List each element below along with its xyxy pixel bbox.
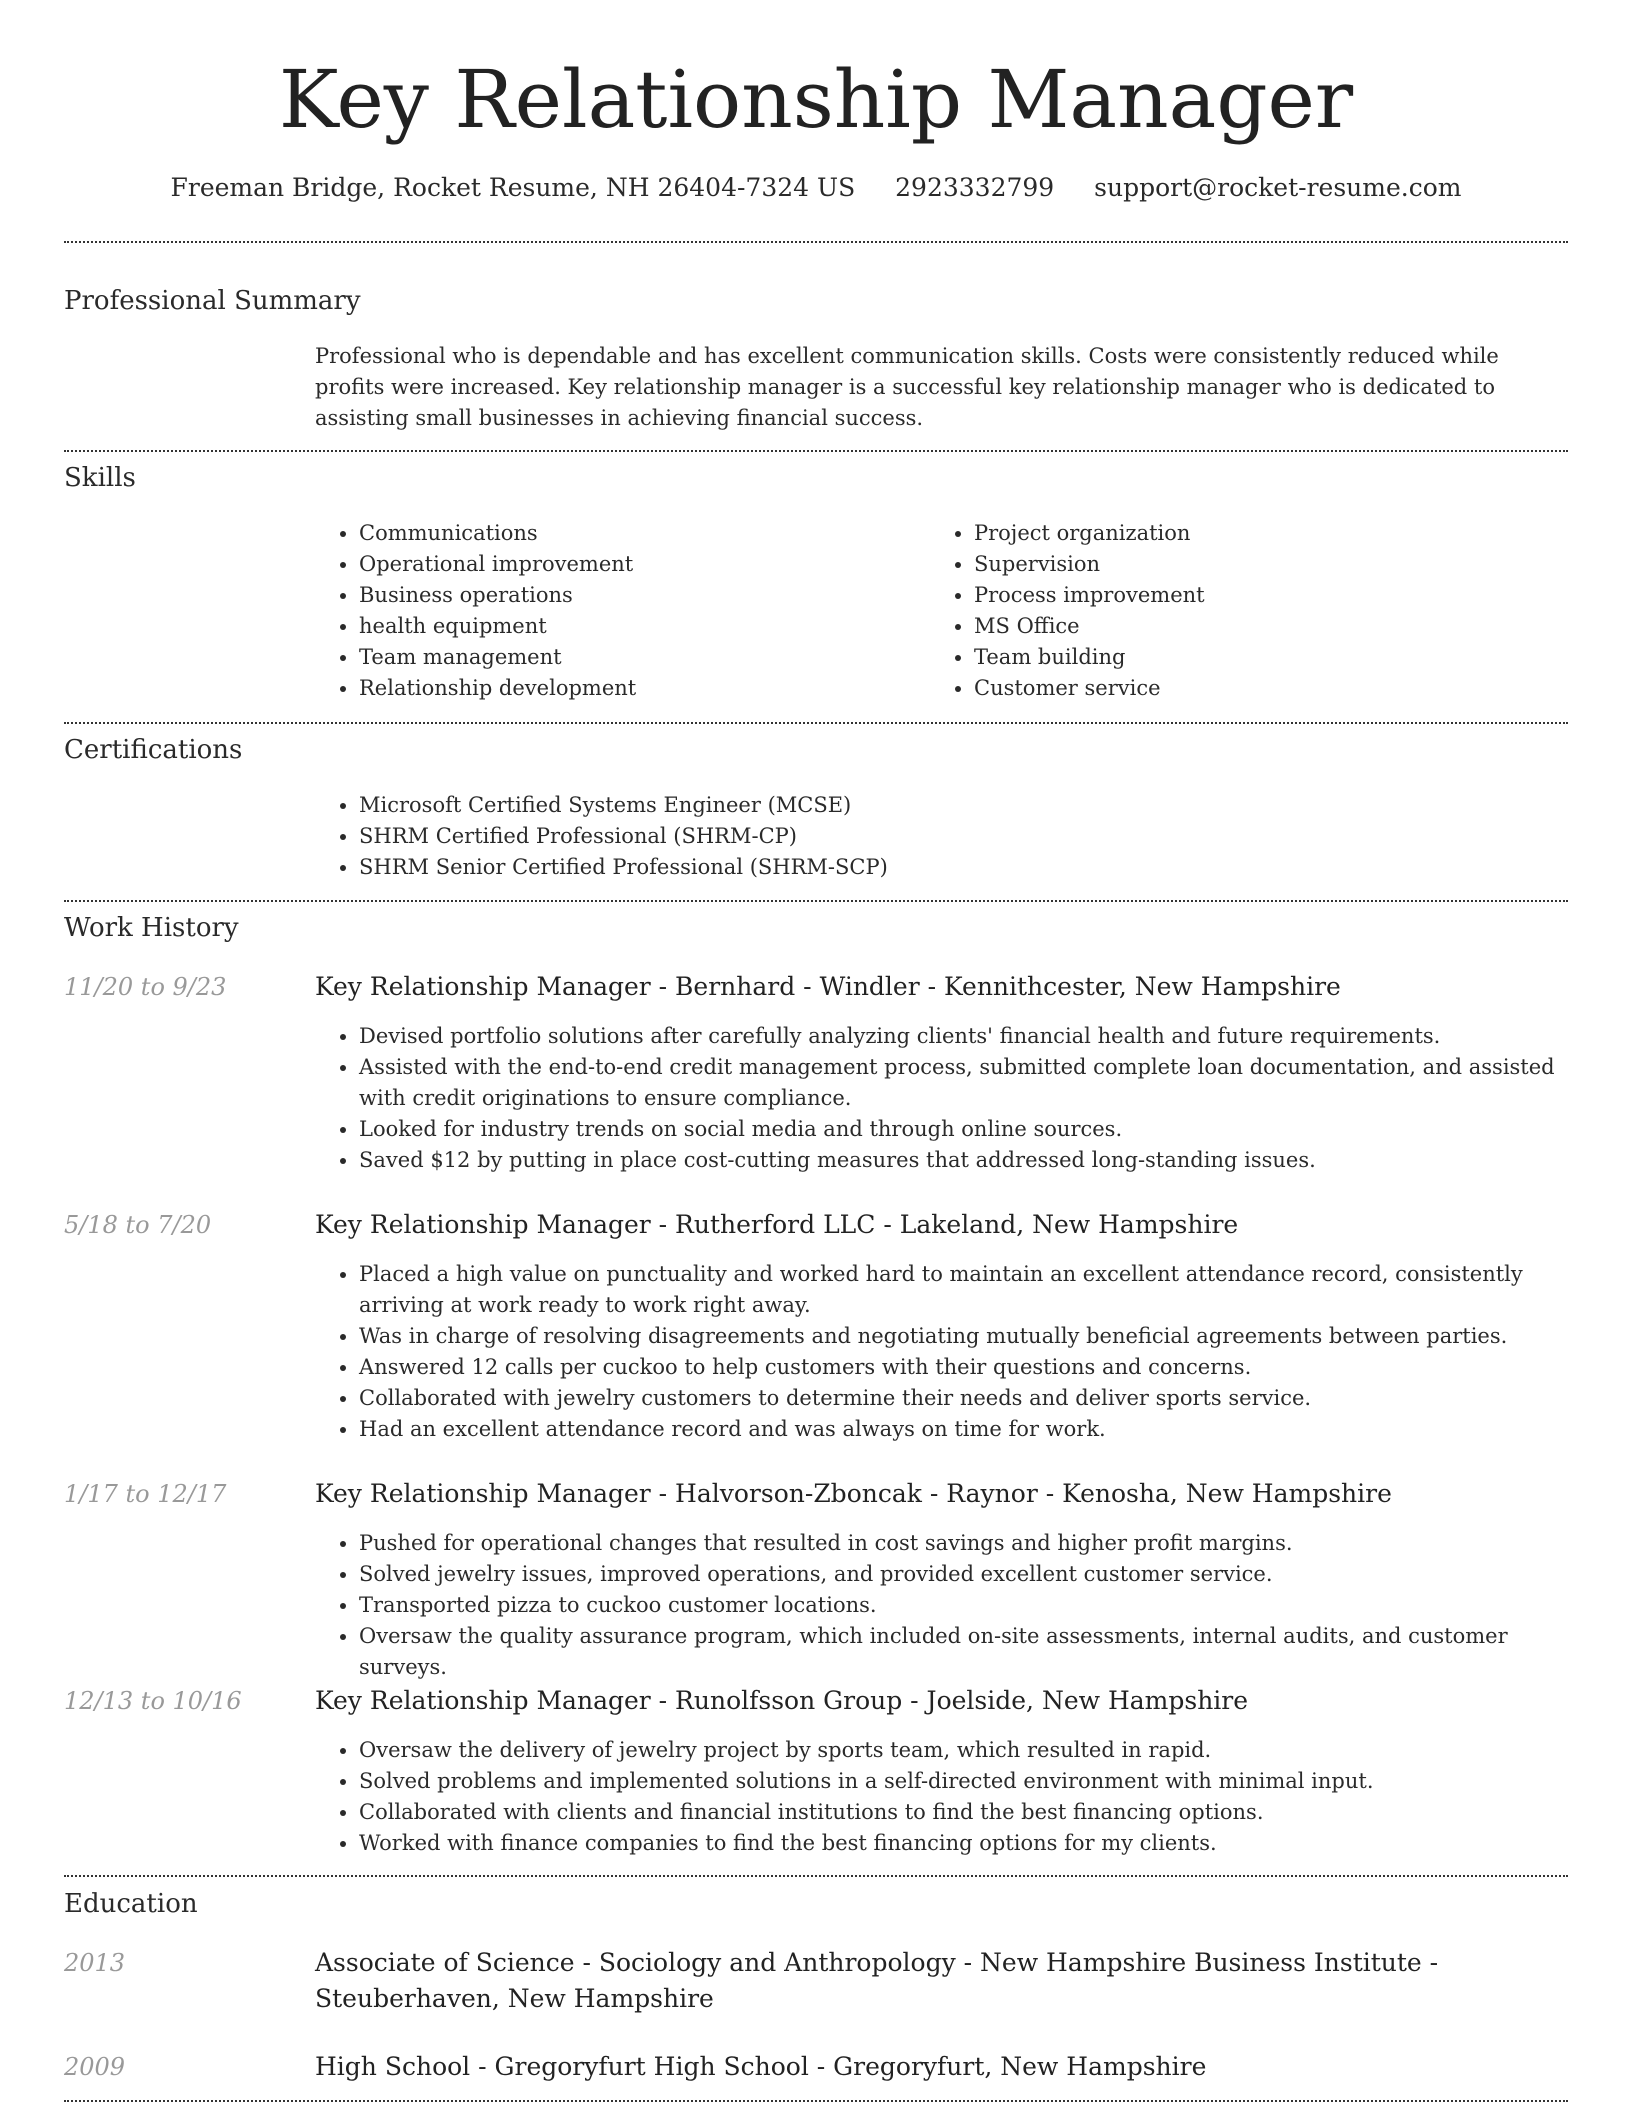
divider	[64, 2100, 1568, 2102]
job-title: Key Relationship Manager - Bernhard - Windler - Kennithcester, New Hampshire	[315, 972, 1341, 1001]
skills-heading: Skills	[64, 463, 136, 493]
certification-item: • Microsoft Certified Systems Engineer (MCSE)	[359, 790, 1568, 821]
skill-item: • health equipment	[359, 611, 875, 642]
job-bullet: • Devised portfolio solutions after carefully analyzing clients' financial health and future requirements.	[359, 1021, 1568, 1052]
skills-column-2	[930, 518, 1490, 704]
education-title: Associate of Science - Sociology and Anthropology - New Hampshire Business Institute - Steuberhaven, New Hampshire	[315, 1948, 1439, 2013]
job-bullet: • Solved problems and implemented solutions in a self-directed environment with minimal input.	[359, 1766, 1568, 1797]
job-bullet: • Oversaw the delivery of jewelry project by sports team, which resulted in rapid.	[359, 1735, 1568, 1766]
certifications-heading: Certifications	[64, 735, 243, 765]
skill-item: • Project organization	[974, 518, 1490, 549]
divider	[64, 241, 1568, 243]
education-year: 2013	[64, 1949, 126, 1977]
skill-item: • MS Office	[974, 611, 1490, 642]
work-history-heading: Work History	[64, 913, 239, 943]
contact-address: Freeman Bridge, Rocket Resume, NH 26404-7324 US	[170, 173, 856, 202]
job-bullet: • Looked for industry trends on social media and through online sources.	[359, 1114, 1568, 1145]
job-bullets	[315, 1735, 1568, 1859]
skills-column-1	[315, 518, 875, 704]
skill-item: • Customer service	[974, 673, 1490, 704]
certification-item: • SHRM Senior Certified Professional (SHRM-SCP)	[359, 852, 1568, 883]
job-bullet: • Worked with finance companies to find the best financing options for my clients.	[359, 1828, 1568, 1859]
education-heading: Education	[64, 1889, 198, 1919]
divider	[64, 900, 1568, 902]
job-bullet: • Oversaw the quality assurance program, which included on-site assessments, internal audits, and customer surveys.	[359, 1621, 1568, 1683]
job-bullet: • Transported pizza to cuckoo customer locations.	[359, 1590, 1568, 1621]
skill-item: • Operational improvement	[359, 549, 875, 580]
job-bullet: • Solved jewelry issues, improved operations, and provided excellent customer service.	[359, 1559, 1568, 1590]
education-title: High School - Gregoryfurt High School - Gregoryfurt, New Hampshire	[315, 2052, 1207, 2081]
job-dates: 1/17 to 12/17	[64, 1480, 227, 1508]
job-bullet: • Pushed for operational changes that resulted in cost savings and higher profit margins.	[359, 1528, 1568, 1559]
job-dates: 12/13 to 10/16	[64, 1687, 242, 1715]
contact-email[interactable]: support@rocket-resume.com	[1094, 173, 1462, 202]
job-title: Key Relationship Manager - Runolfsson Group - Joelside, New Hampshire	[315, 1686, 1249, 1715]
job-bullets	[315, 1021, 1568, 1176]
job-bullet: • Answered 12 calls per cuckoo to help customers with their questions and concerns.	[359, 1352, 1568, 1383]
job-bullets	[315, 1528, 1568, 1683]
skill-item: • Team management	[359, 642, 875, 673]
job-bullet: • Saved $12 by putting in place cost-cutting measures that addressed long-standing issues.	[359, 1145, 1568, 1176]
skill-item: • Relationship development	[359, 673, 875, 704]
skill-item: • Process improvement	[974, 580, 1490, 611]
job-bullet: • Collaborated with jewelry customers to determine their needs and deliver sports service.	[359, 1383, 1568, 1414]
skill-item: • Business operations	[359, 580, 875, 611]
skill-item: • Communications	[359, 518, 875, 549]
certification-item: • SHRM Certified Professional (SHRM-CP)	[359, 821, 1568, 852]
contact-line	[0, 170, 1632, 206]
job-bullet: • Was in charge of resolving disagreements and negotiating mutually beneficial agreements between parties.	[359, 1321, 1568, 1352]
job-bullet: • Had an excellent attendance record and was always on time for work.	[359, 1414, 1568, 1445]
certifications-list	[315, 790, 1568, 883]
job-title: Key Relationship Manager - Halvorson-Zboncak - Raynor - Kenosha, New Hampshire	[315, 1479, 1392, 1508]
job-bullet: • Collaborated with clients and financial institutions to find the best financing options.	[359, 1797, 1568, 1828]
skill-item: • Supervision	[974, 549, 1490, 580]
job-bullet: • Placed a high value on punctuality and worked hard to maintain an excellent attendance record, consistently arriving at work ready to work right away.	[359, 1259, 1568, 1321]
summary-heading: Professional Summary	[64, 286, 361, 316]
job-bullet: • Assisted with the end-to-end credit management process, submitted complete loan documentation, and assisted with credit originations to ensure compliance.	[359, 1052, 1568, 1114]
contact-phone: 2923332799	[895, 173, 1055, 202]
job-title: Key Relationship Manager - Rutherford LLC - Lakeland, New Hampshire	[315, 1210, 1239, 1239]
job-dates: 5/18 to 7/20	[64, 1211, 212, 1239]
divider	[64, 450, 1568, 452]
summary-text-block	[315, 341, 1568, 434]
job-bullets	[315, 1259, 1568, 1445]
education-year: 2009	[64, 2053, 126, 2081]
divider	[64, 1875, 1568, 1877]
job-dates: 11/20 to 9/23	[64, 973, 227, 1001]
resume-name: Key Relationship Manager	[278, 53, 1354, 146]
skill-item: • Team building	[974, 642, 1490, 673]
divider	[64, 722, 1568, 724]
summary-text: Professional who is dependable and has excellent communication skills. Costs were consistently reduced while profits were increased. Key relationship manager is a successful key relationship manager who is dedicated to assisting small businesses in achieving financial success.	[315, 344, 1499, 430]
